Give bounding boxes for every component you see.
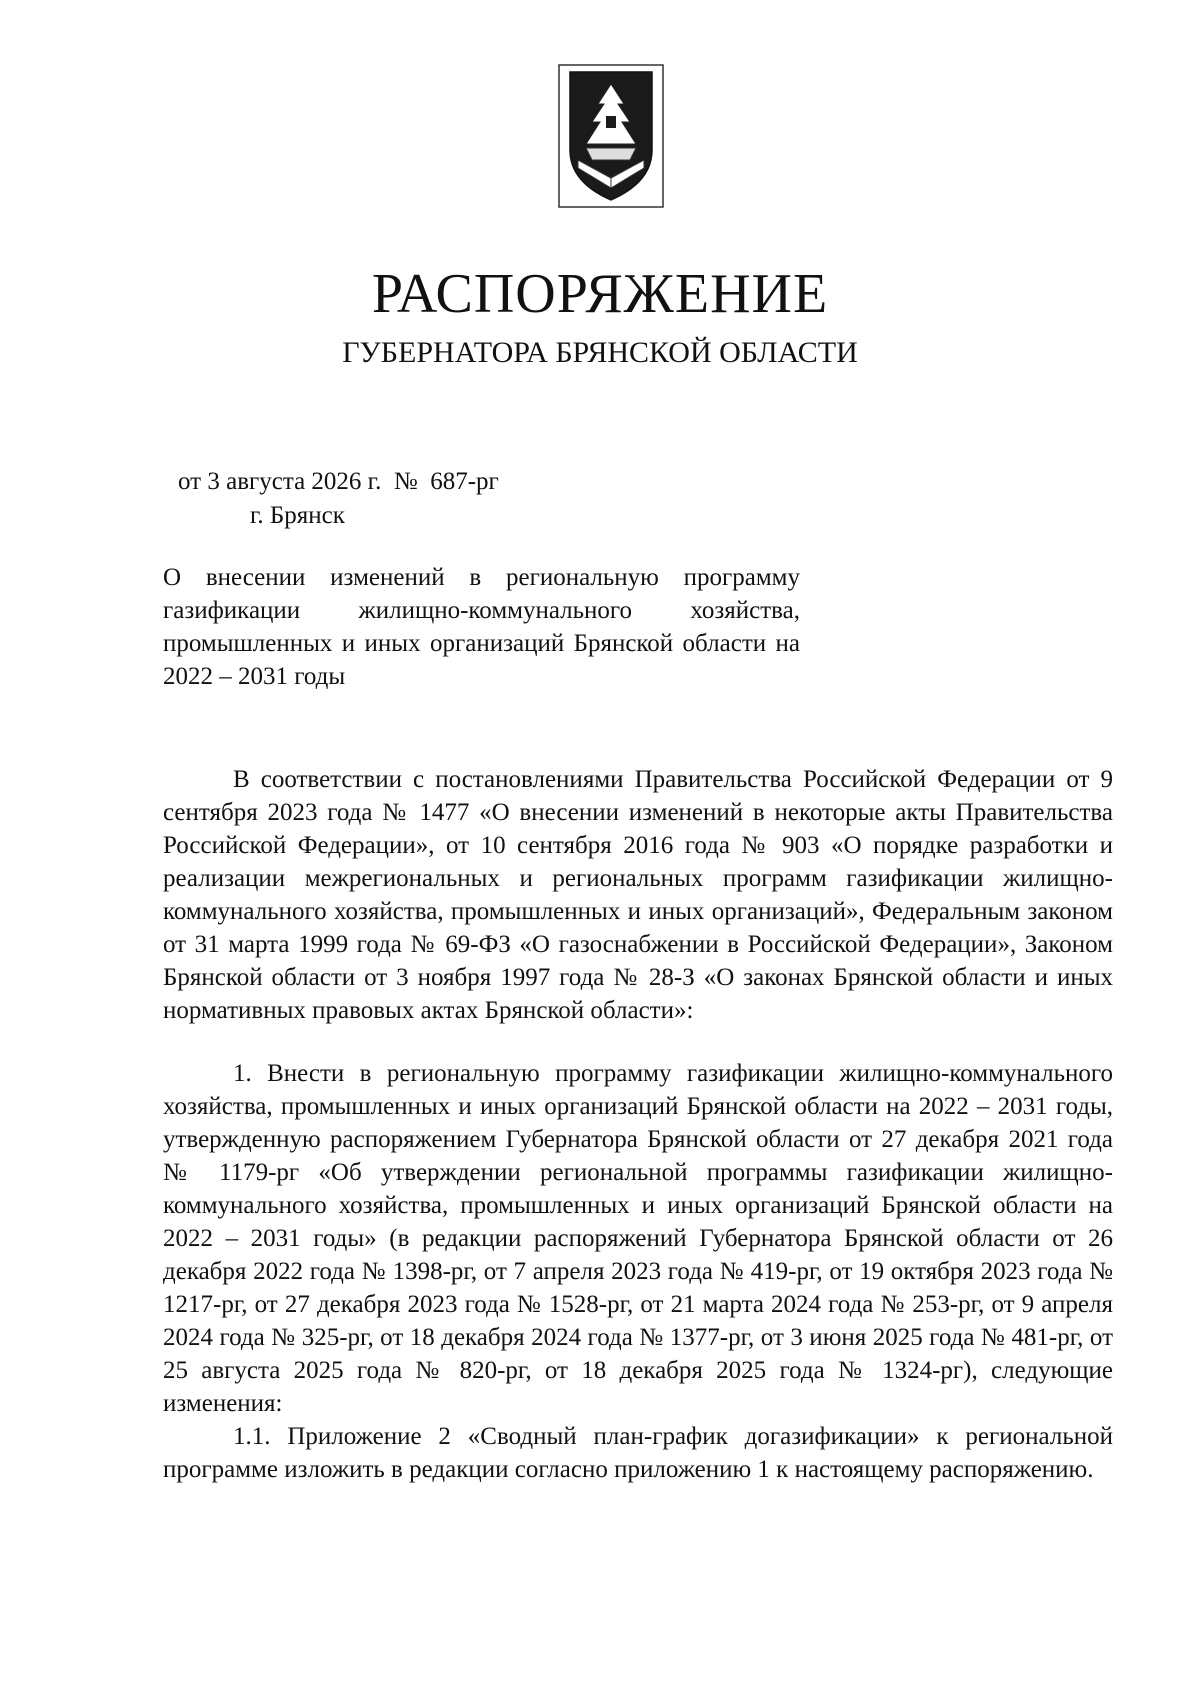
item-1-paragraph: 1. Внести в региональную программу газификации жилищно-коммунального хозяйства, промышленных и иных организаций Брянской области на 2022 – 2031 годы, утвержденную распоряжением Губернатора Брянской области от 27 декабря 2021 года № 1179-рг «Об утверждении региональной программы газификации жилищно-коммунального хозяйства, промышленных и иных организаций Брянской области на 2022 – 2031 годы» (в редакции распоряжений Губернатора Брянской области от 26 декабря 2022 года № 1398-рг, от 7 апреля 2023 года № 419-рг, от 19 октября 2023 года № 1217-рг, от 27 декабря 2023 года № 1528-рг, от 21 марта 2024 года № 253-рг, от 9 апреля 2024 года № 325-рг, от 18 декабря 2024 года № 1377-рг, от 3 июня 2025 года № 481-рг, от 25 августа 2025 года № 820-рг, от 18 декабря 2025 года № 1324-рг), следующие изменения: (163, 1060, 1113, 1417)
document-date-number: от 3 августа 2026 г. № 687-рг (178, 468, 499, 495)
document-city: г. Брянск (250, 502, 345, 529)
document-subject: О внесении изменений в региональную программу газификации жилищно-коммунального хозяйства, промышленных и иных организаций Брянской области на 2022 – 2031 годы (163, 564, 800, 690)
coat-of-arms-emblem (558, 64, 664, 208)
document-body (163, 763, 1113, 1486)
document-title: РАСПОРЯЖЕНИЕ (371, 263, 829, 325)
preamble-paragraph: В соответствии с постановлениями Правительства Российской Федерации от 9 сентября 2023 года № 1477 «О внесении изменений в некоторые акты Правительства Российской Федерации», от 10 сентября 2016 года № 903 «О порядке разработки и реализации межрегиональных и региональных программ газификации жилищно-коммунального хозяйства, промышленных и иных организаций», Федеральным законом от 31 марта 1999 года № 69-ФЗ «О газоснабжении в Российской Федерации», Законом Брянской области от 3 ноября 1997 года № 28-З «О законах Брянской области и иных нормативных правовых актах Брянской области»: (163, 766, 1113, 1024)
item-1-1-paragraph: 1.1. Приложение 2 «Сводный план-график догазификации» к региональной программе изложить в редакции согласно приложению 1 к настоящему распоряжению. (163, 1423, 1113, 1483)
document-subtitle: ГУБЕРНАТОРА БРЯНСКОЙ ОБЛАСТИ (342, 336, 858, 369)
